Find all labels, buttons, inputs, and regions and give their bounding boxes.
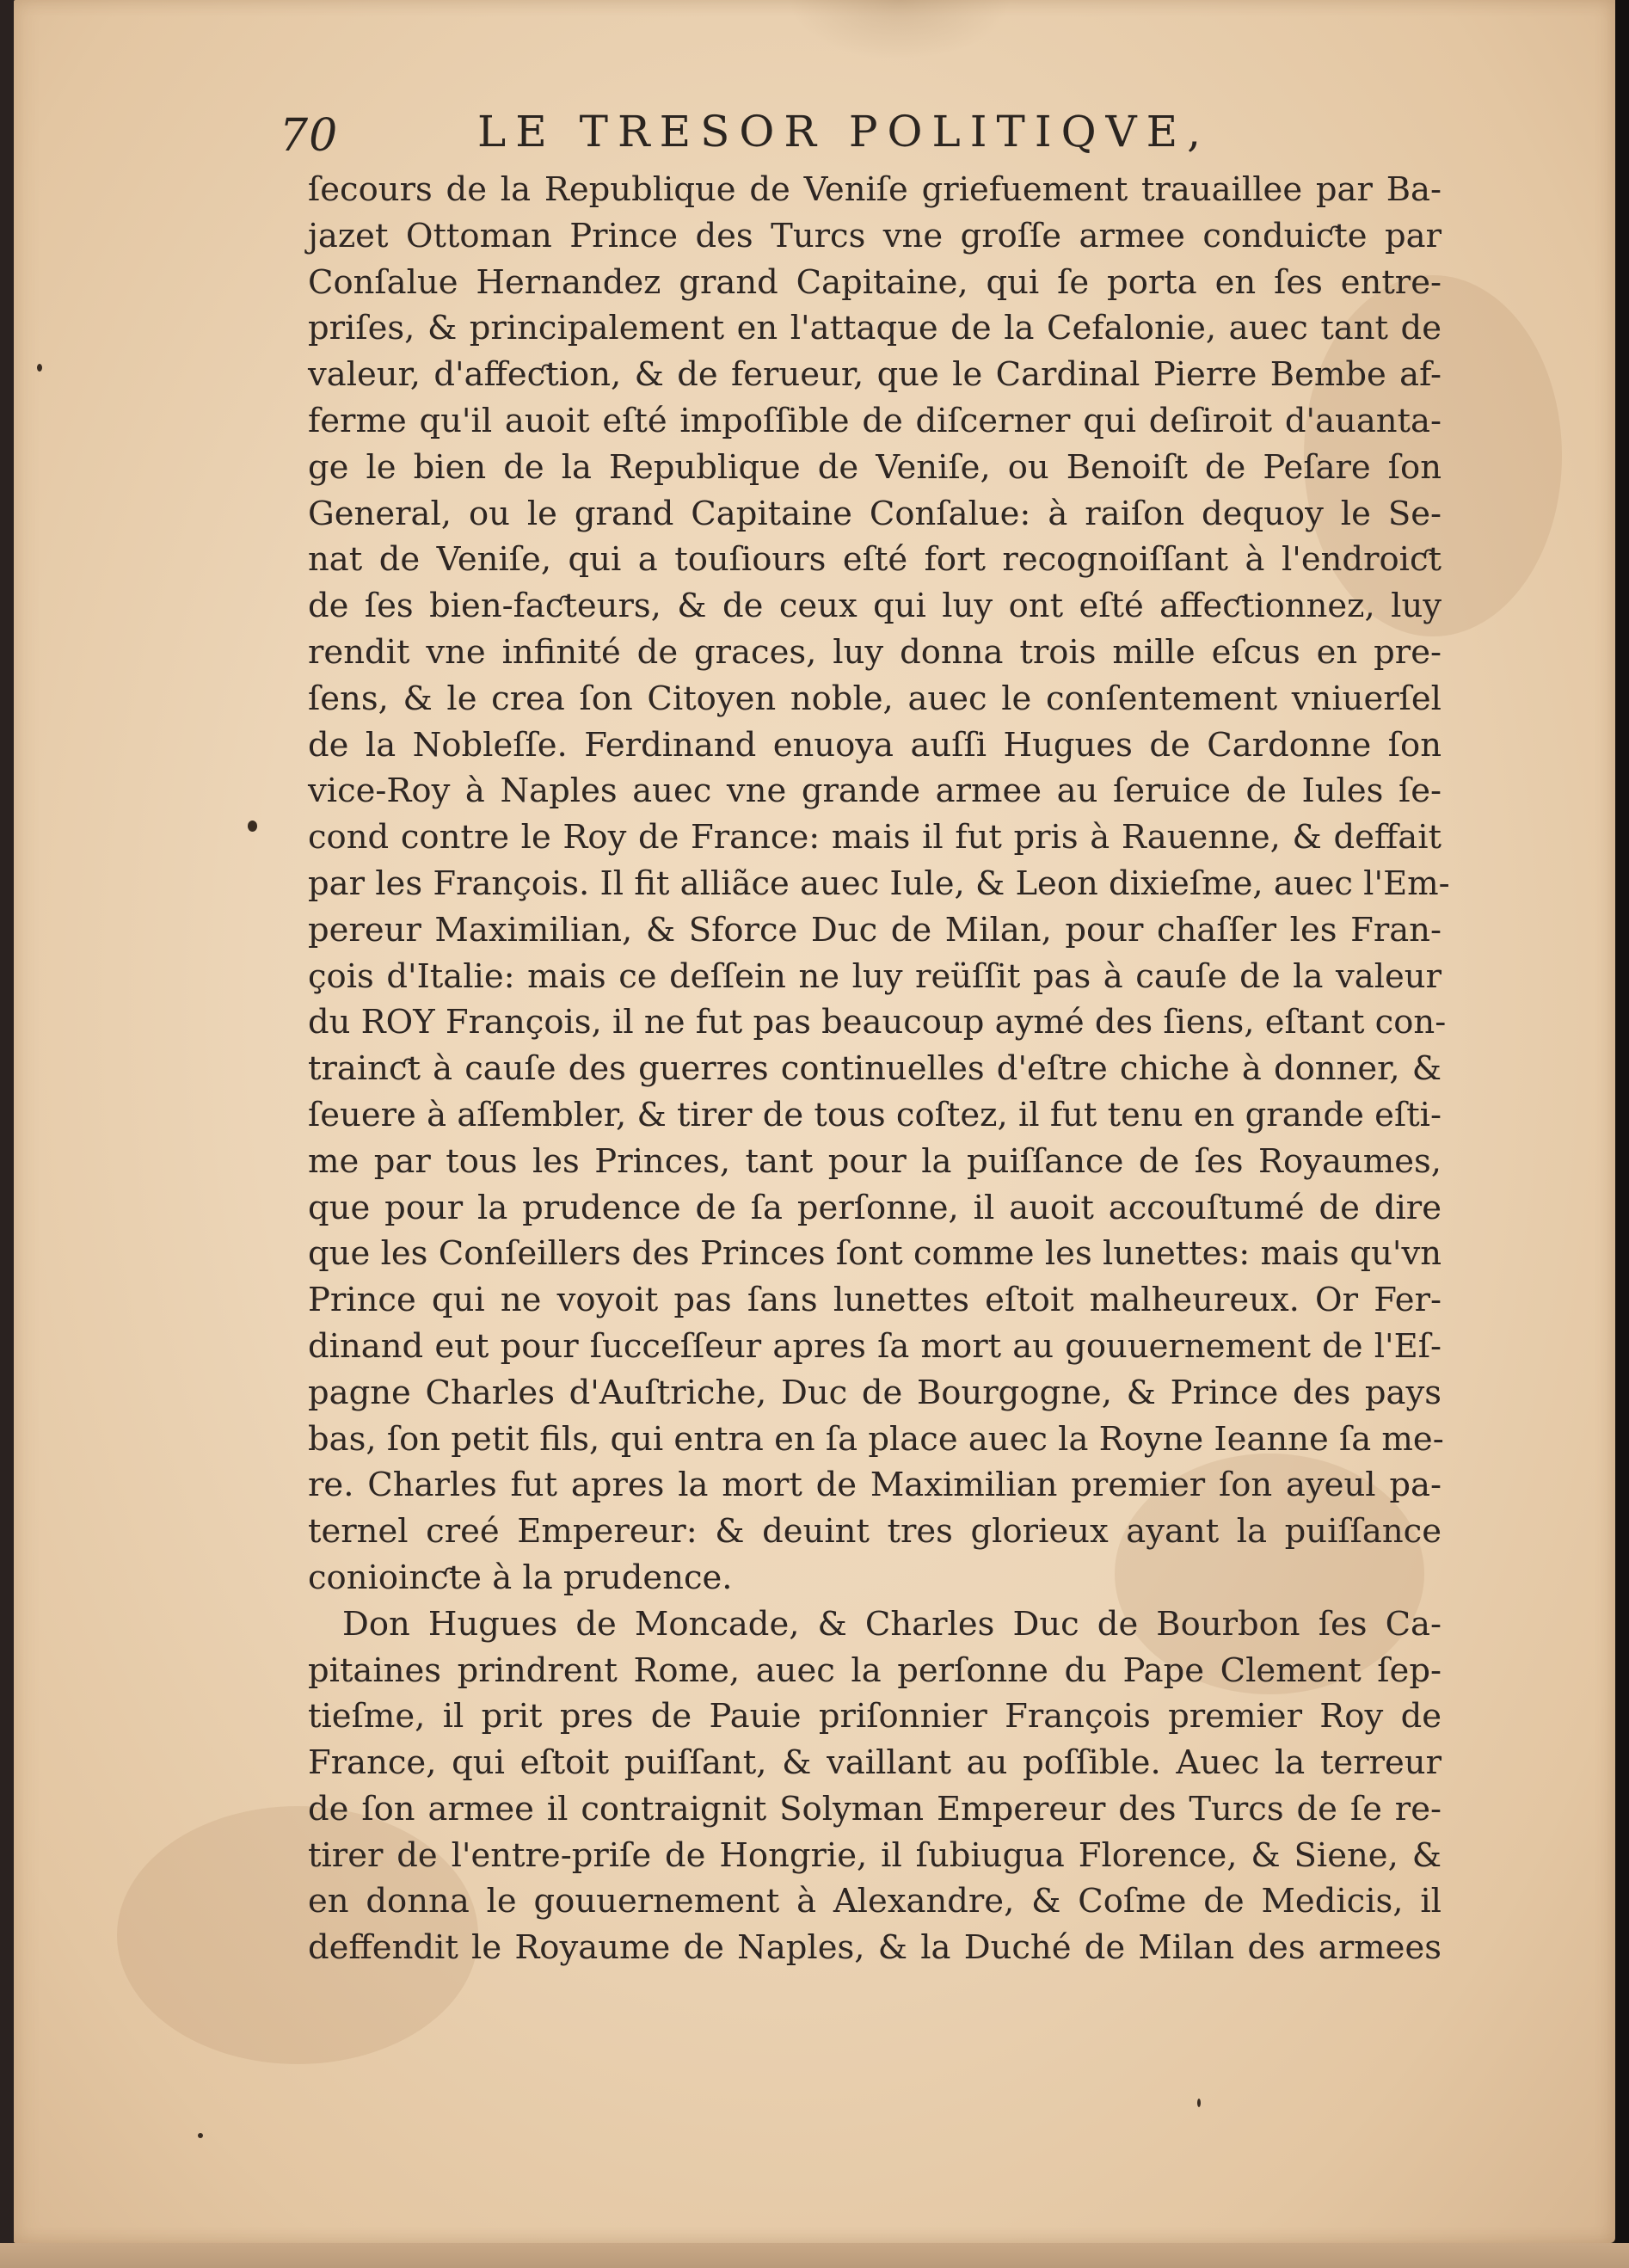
text-line: priſes, & principalement en l'attaque de la Cefalonie, auec tant de — [308, 309, 1442, 348]
top-stain — [788, 0, 1011, 60]
text-line: pereur Maximilian, & Sforce Duc de Milan, pour chaſſer les Fran- — [308, 910, 1442, 950]
text-line: rendit vne infinité de graces, luy donna trois mille eſcus en pre- — [308, 632, 1442, 672]
text-line: tirer de l'entre-priſe de Hongrie, il ſubiugua Florence, & Siene, & — [308, 1835, 1442, 1875]
scan-bottom-edge — [0, 2243, 1629, 2268]
text-line: que pour la prudence de ſa perſonne, il auoit accouſtumé de dire — [308, 1188, 1442, 1227]
ink-dot — [248, 821, 257, 832]
text-line: Prince qui ne voyoit pas ſans lunettes eſtoit malheureux. Or Fer- — [308, 1281, 1442, 1320]
page-header — [280, 107, 1449, 167]
text-line: re. Charles fut apres la mort de Maximilian premier ſon ayeul pa- — [308, 1466, 1442, 1505]
scan-left-edge — [0, 0, 14, 2268]
ink-dot — [198, 2133, 203, 2138]
running-head: LE TRESOR POLITIQVE, — [477, 107, 1211, 157]
text-line: bas, ſon petit fils, qui entra en ſa place auec la Royne Ieanne ſa me- — [308, 1419, 1444, 1459]
text-line: de ſes bien-faƈteurs, & de ceux qui luy ont eſté affeƈtionnez, luy — [308, 587, 1442, 626]
text-line: dinand eut pour ſucceſſeur apres ſa mort au gouuernement de l'Eſ- — [308, 1326, 1442, 1366]
text-line: deffendit le Royaume de Naples, & la Duché de Milan des armees — [308, 1928, 1442, 1968]
text-line: ſens, & le crea ſon Citoyen noble, auec le conſentement vniuerſel — [308, 679, 1442, 718]
text-line: Conſalue Hernandez grand Capitaine, qui ſe porta en ſes entre- — [308, 262, 1442, 302]
text-line: que les Conſeillers des Princes ſont comme les lunettes: mais qu'vn — [308, 1234, 1442, 1274]
text-line: en donna le gouuernement à Alexandre, & Coſme de Medicis, il — [308, 1882, 1442, 1921]
page-number: 70 — [280, 110, 339, 162]
text-line: tieſme, il prit pres de Pauie priſonnier François premier Roy de — [308, 1697, 1442, 1736]
text-line: General, ou le grand Capitaine Conſalue: à raiſon dequoy le Se- — [308, 494, 1442, 533]
text-line: par les François. Il fit alliãce auec Iule, & Leon dixieſme, auec l'Em- — [308, 864, 1450, 903]
body-text — [308, 167, 1450, 1971]
text-line: conioinƈte à la prudence. — [308, 1558, 733, 1597]
text-line: nat de Veniſe, qui a touſiours eſté fort recognoiſſant à l'endroiƈt — [308, 540, 1442, 580]
text-line: ſecours de la Republique de Veniſe griefuement trauaillee par Ba- — [308, 170, 1442, 209]
text-line: ferme qu'il auoit eſté impoſſible de diſcerner qui deſiroit d'auanta- — [308, 401, 1442, 440]
ink-dot — [37, 364, 42, 372]
text-line: valeur, d'affeƈtion, & de ferueur, que le Cardinal Pierre Bembe af- — [308, 355, 1442, 395]
text-line: ternel creé Empereur: & deuint tres glorieux ayant la puiſſance — [308, 1512, 1442, 1552]
text-line: ge le bien de la Republique de Veniſe, ou Benoiſt de Peſare ſon — [308, 447, 1442, 487]
text-line: trainƈt à cauſe des guerres continuelles d'eſtre chiche à donner, & — [308, 1049, 1442, 1089]
text-line: vice-Roy à Naples auec vne grande armee au ſeruice de Iules ſe- — [308, 771, 1442, 811]
text-line: pagne Charles d'Auſtriche, Duc de Bourgogne, & Prince des pays — [308, 1373, 1442, 1412]
text-line: Don Hugues de Moncade, & Charles Duc de Bourbon ſes Ca- — [342, 1604, 1442, 1644]
ink-dot — [1197, 2099, 1201, 2107]
text-line: de la Nobleſſe. Ferdinand enuoya auſſi Hugues de Cardonne ſon — [308, 725, 1442, 765]
text-line: çois d'Italie: mais ce deſſein ne luy reüſſit pas à cauſe de la valeur — [308, 956, 1442, 996]
text-line: de ſon armee il contraignit Solyman Empereur des Turcs de ſe re- — [308, 1789, 1442, 1829]
text-line: jazet Ottoman Prince des Turcs vne groſſe armee conduiƈte par — [308, 216, 1442, 255]
text-line: pitaines prindrent Rome, auec la perſonne du Pape Clement ſep- — [308, 1650, 1442, 1690]
text-line: France, qui eſtoit puiſſant, & vaillant au poſſible. Auec la terreur — [308, 1743, 1442, 1783]
text-line: cond contre le Roy de France: mais il fut pris à Rauenne, & deffait — [308, 818, 1442, 857]
scan-right-edge — [1615, 0, 1629, 2268]
text-line: me par tous les Princes, tant pour la puiſſance de ſes Royaumes, — [308, 1141, 1442, 1181]
text-line: ſeuere à aſſembler, & tirer de tous coſtez, il fut tenu en grande eſti- — [308, 1095, 1442, 1134]
text-line: du ROY François, il ne fut pas beaucoup aymé des ſiens, eſtant con- — [308, 1003, 1447, 1042]
